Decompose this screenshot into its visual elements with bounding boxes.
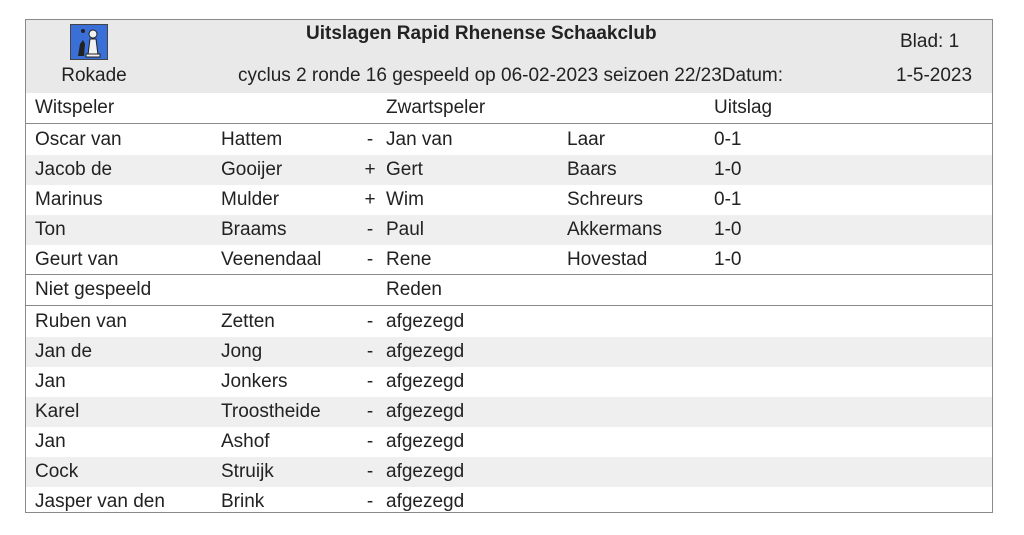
absent-last-name: Jong xyxy=(221,341,263,362)
black-last-name: Hovestad xyxy=(567,249,648,270)
absent-first-name: Ruben van xyxy=(35,311,127,332)
color-sign: + xyxy=(364,189,376,210)
game-result: 1-0 xyxy=(714,219,742,240)
white-last-name: Gooijer xyxy=(221,159,283,180)
result-row xyxy=(26,155,992,185)
absent-sign: - xyxy=(366,341,374,362)
result-row xyxy=(26,215,992,245)
black-first-name: Paul xyxy=(386,219,425,240)
black-player-header: Zwartspeler xyxy=(386,97,486,118)
page-number: Blad: 1 xyxy=(900,31,960,52)
result-row xyxy=(26,245,992,275)
white-last-name: Veenendaal xyxy=(221,249,322,270)
absent-last-name: Ashof xyxy=(221,431,270,452)
color-sign: - xyxy=(366,219,374,240)
absent-sign: - xyxy=(366,491,374,512)
absent-sign: - xyxy=(366,371,374,392)
absent-reason: afgezegd xyxy=(386,341,465,362)
black-last-name: Baars xyxy=(567,159,617,180)
absent-sign: - xyxy=(366,461,374,482)
white-first-name: Oscar van xyxy=(35,129,122,150)
absent-sign: - xyxy=(366,311,374,332)
results-column-header xyxy=(26,93,992,124)
absent-last-name: Jonkers xyxy=(221,371,288,392)
results-sheet xyxy=(25,19,993,513)
white-player-header: Witspeler xyxy=(35,97,115,118)
absent-sign: - xyxy=(366,431,374,452)
absent-row xyxy=(26,337,992,367)
color-sign: - xyxy=(366,249,374,270)
black-first-name: Jan van xyxy=(386,129,453,150)
absent-row xyxy=(26,457,992,487)
game-result: 0-1 xyxy=(714,189,742,210)
absent-first-name: Jan xyxy=(35,431,66,452)
absent-header: Niet gespeeld xyxy=(35,279,152,300)
print-date: 1-5-2023 xyxy=(896,65,973,86)
absent-first-name: Jasper van den xyxy=(35,491,165,512)
absent-row xyxy=(26,397,992,427)
white-first-name: Jacob de xyxy=(35,159,113,180)
absent-sign: - xyxy=(366,401,374,422)
black-last-name: Schreurs xyxy=(567,189,644,210)
absent-first-name: Karel xyxy=(35,401,80,422)
result-row xyxy=(26,185,992,215)
absent-row xyxy=(26,367,992,397)
white-first-name: Geurt van xyxy=(35,249,119,270)
round-info: cyclus 2 ronde 16 gespeeld op 06-02-2023 seizoen 22/23Datum: xyxy=(238,65,784,86)
white-last-name: Hattem xyxy=(221,129,283,150)
absent-first-name: Jan de xyxy=(35,341,93,362)
game-result: 1-0 xyxy=(714,159,742,180)
absent-reason: afgezegd xyxy=(386,371,465,392)
absent-last-name: Troostheide xyxy=(221,401,321,422)
black-first-name: Wim xyxy=(386,189,424,210)
absent-last-name: Struijk xyxy=(221,461,274,482)
page-title: Uitslagen Rapid Rhenense Schaakclub xyxy=(306,23,657,44)
white-first-name: Marinus xyxy=(35,189,103,210)
chess-pieces-logo-icon xyxy=(70,24,108,60)
absent-row xyxy=(26,427,992,457)
game-result: 1-0 xyxy=(714,249,742,270)
sheet-header xyxy=(26,20,992,94)
absent-first-name: Jan xyxy=(35,371,66,392)
color-sign: - xyxy=(366,129,374,150)
result-header: Uitslag xyxy=(714,97,773,118)
absent-reason: afgezegd xyxy=(386,311,465,332)
reason-header: Reden xyxy=(386,279,442,300)
result-row xyxy=(26,125,992,155)
absent-last-name: Zetten xyxy=(221,311,275,332)
absent-last-name: Brink xyxy=(221,491,265,512)
absent-reason: afgezegd xyxy=(386,431,465,452)
black-first-name: Gert xyxy=(386,159,423,180)
black-last-name: Akkermans xyxy=(567,219,663,240)
white-first-name: Ton xyxy=(35,219,66,240)
absent-reason: afgezegd xyxy=(386,401,465,422)
white-last-name: Braams xyxy=(221,219,287,240)
game-result: 0-1 xyxy=(714,129,742,150)
black-first-name: Rene xyxy=(386,249,432,270)
white-last-name: Mulder xyxy=(221,189,280,210)
absent-column-header xyxy=(26,274,992,306)
black-last-name: Laar xyxy=(567,129,606,150)
absent-row xyxy=(26,307,992,337)
club-name: Rokade xyxy=(61,65,127,86)
absent-reason: afgezegd xyxy=(386,491,465,512)
absent-first-name: Cock xyxy=(35,461,79,482)
color-sign: + xyxy=(364,159,376,180)
absent-reason: afgezegd xyxy=(386,461,465,482)
absent-row xyxy=(26,487,992,517)
